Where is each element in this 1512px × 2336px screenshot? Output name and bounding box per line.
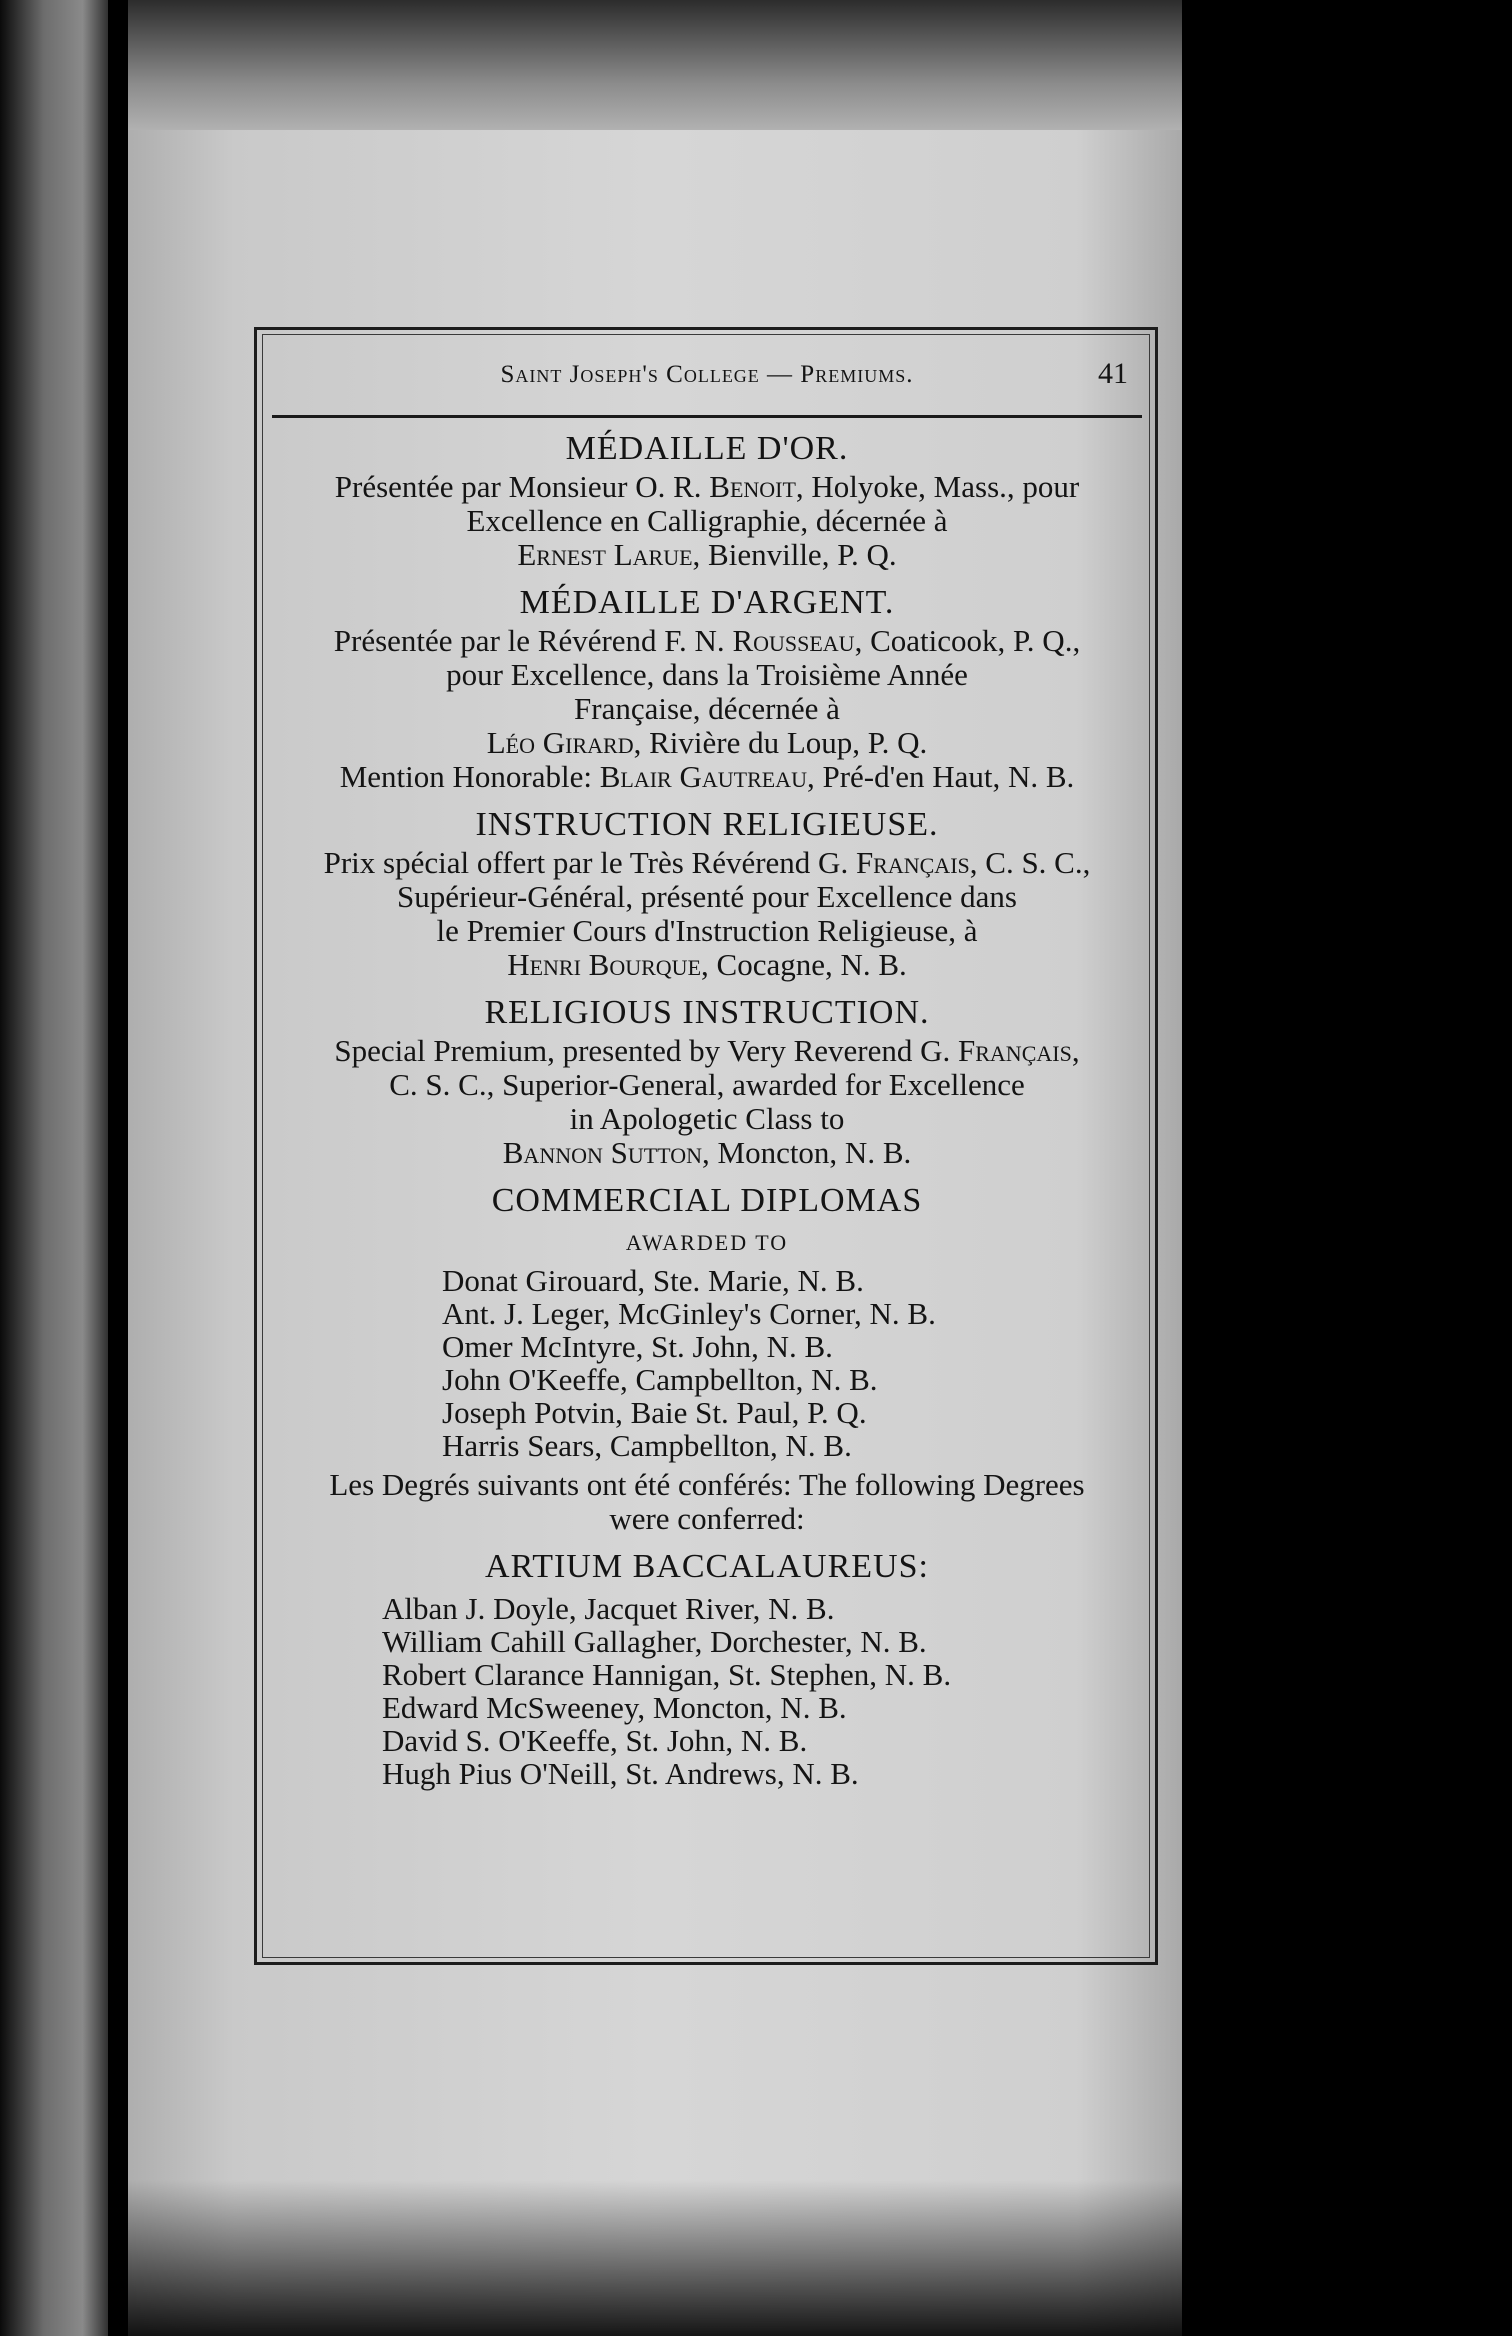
recipient-place: , Bienville, P. Q. [692, 537, 897, 572]
text-segment: , Coaticook, P. Q., [854, 623, 1081, 658]
text-segment: , Holyoke, Mass., pour [795, 469, 1080, 504]
instruction-religieuse-heading: INSTRUCTION RELIGIEUSE. [475, 806, 939, 843]
list-item: David S. O'Keeffe, St. John, N. B. [382, 1723, 808, 1758]
list-item: Robert Clarance Hannigan, St. Stephen, N. B. [382, 1657, 952, 1692]
film-left-margin [0, 0, 110, 2336]
religious-instruction-recipient [272, 1136, 1142, 1170]
text-segment: , C. S. C., [969, 845, 1091, 880]
list-item: Alban J. Doyle, Jacquet River, N. B. [382, 1591, 835, 1626]
list-item: John O'Keeffe, Campbellton, N. B. [442, 1362, 878, 1397]
mention-place: , Pré-d'en Haut, N. B. [806, 759, 1075, 794]
medaille-argent-line1 [272, 624, 1142, 658]
list-item: Harris Sears, Campbellton, N. B. [442, 1428, 852, 1463]
degrees-line1: Les Degrés suivants ont été conférés: The following Degrees [329, 1467, 1085, 1502]
list-item: William Cahill Gallagher, Dorchester, N. B. [382, 1624, 927, 1659]
religious-instruction-line2: C. S. C., Superior-General, awarded for Excellence [389, 1067, 1025, 1102]
religious-instruction-line1 [272, 1034, 1142, 1068]
degrees-line2: were conferred: [609, 1501, 805, 1536]
commercial-diplomas-list [442, 1264, 1142, 1462]
donor-name: Rousseau [732, 623, 855, 658]
instruction-religieuse-line2: Supérieur-Général, présenté pour Excellence dans [397, 879, 1017, 914]
medaille-or-heading: MÉDAILLE D'OR. [565, 430, 849, 467]
page-top-shadow [128, 0, 1182, 140]
mention-name: Blair Gautreau [599, 759, 807, 794]
donor-name: Benoit [709, 469, 796, 504]
page-header [272, 345, 1142, 418]
text-segment: Special Premium, presented by Very Reverend G. [334, 1033, 958, 1068]
medaille-or-recipient [272, 538, 1142, 572]
list-item: Hugh Pius O'Neill, St. Andrews, N. B. [382, 1756, 859, 1791]
text-segment: Présentée par le Révérend F. N. [333, 623, 733, 658]
text-segment: Présentée par Monsieur O. R. [334, 469, 710, 504]
commercial-diplomas-heading: COMMERCIAL DIPLOMAS [491, 1182, 923, 1219]
recipient-name: Bannon Sutton [502, 1135, 702, 1170]
artium-heading: ARTIUM BACCALAUREUS: [485, 1548, 929, 1585]
donor-name: Français [958, 1033, 1072, 1068]
religious-instruction-heading: RELIGIOUS INSTRUCTION. [484, 994, 930, 1031]
recipient-place: , Cocagne, N. B. [701, 947, 907, 982]
running-head: Saint Joseph's College — Premiums. [500, 361, 914, 388]
artium-list [382, 1592, 1142, 1790]
instruction-religieuse-line1 [272, 846, 1142, 880]
page-number: 41 [1098, 357, 1128, 390]
list-item: Joseph Potvin, Baie St. Paul, P. Q. [442, 1395, 867, 1430]
list-item: Ant. J. Leger, McGinley's Corner, N. B. [442, 1296, 936, 1331]
recipient-place: , Moncton, N. B. [702, 1135, 912, 1170]
medaille-or-line1 [272, 470, 1142, 504]
text-segment: , [1071, 1033, 1080, 1068]
recipient-name: Ernest Larue [517, 537, 693, 572]
page-bottom-shadow [128, 2180, 1182, 2336]
religious-instruction-line3: in Apologetic Class to [569, 1101, 845, 1136]
list-item: Donat Girouard, Ste. Marie, N. B. [442, 1263, 864, 1298]
page-content [272, 345, 1142, 1790]
film-divider [108, 0, 130, 2336]
recipient-name: Léo Girard [486, 725, 634, 760]
medaille-argent-recipient [272, 726, 1142, 760]
medaille-or-line2: Excellence en Calligraphie, décernée à [466, 503, 948, 538]
recipient-name: Henri Bourque [507, 947, 702, 982]
recipient-place: , Rivière du Loup, P. Q. [633, 725, 928, 760]
instruction-religieuse-recipient [272, 948, 1142, 982]
list-item: Edward McSweeney, Moncton, N. B. [382, 1690, 847, 1725]
text-segment: Prix spécial offert par le Très Révérend G. [323, 845, 856, 880]
mention-honorable [272, 760, 1142, 794]
medaille-argent-line3: Française, décernée à [574, 691, 840, 726]
medaille-argent-line2: pour Excellence, dans la Troisième Année [446, 657, 968, 692]
film-right-margin [1182, 0, 1512, 2336]
list-item: Omer McIntyre, St. John, N. B. [442, 1329, 833, 1364]
donor-name: Français [855, 845, 970, 880]
instruction-religieuse-line3: le Premier Cours d'Instruction Religieuse, à [436, 913, 978, 948]
mention-label: Mention Honorable: [339, 759, 600, 794]
awarded-to-subheading: AWARDED TO [625, 1230, 789, 1255]
medaille-argent-heading: MÉDAILLE D'ARGENT. [519, 584, 895, 621]
